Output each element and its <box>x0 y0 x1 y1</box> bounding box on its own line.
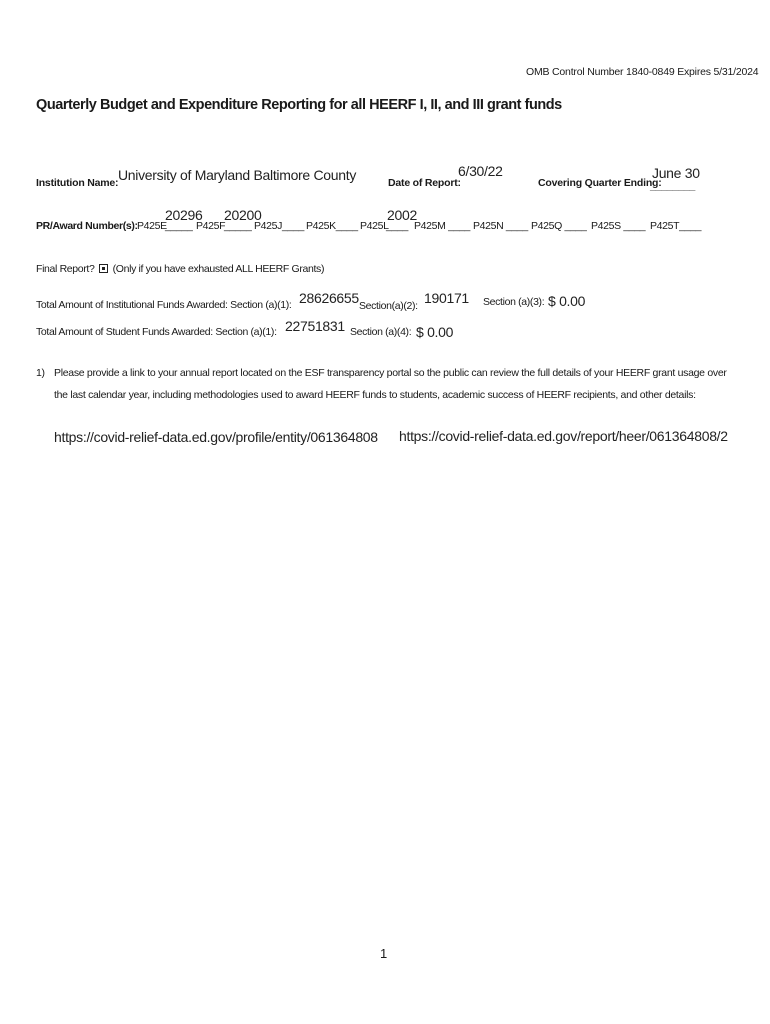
institution-name-label: Institution Name: <box>36 177 119 189</box>
date-of-report-field[interactable]: 6/30/22 <box>458 163 503 179</box>
p425f-underline: _____ <box>224 220 252 232</box>
p425l-prefix: P425L <box>360 220 389 232</box>
p425t-field[interactable]: P425T____ <box>650 220 702 232</box>
annual-report-link-1[interactable]: https://covid-relief-data.ed.gov/profile/entity/061364808 <box>54 429 378 445</box>
p425j-field[interactable]: P425J____ <box>254 220 304 232</box>
question-1-line-2: the last calendar year, including methodologies used to award HEERF funds to students, academic success of HEERF recipients, and other details: <box>54 389 696 401</box>
section-a3-label: Section (a)(3): <box>483 296 545 308</box>
final-report-note: (Only if you have exhausted ALL HEERF Grants) <box>112 263 325 275</box>
section-a4-field[interactable]: $ 0.00 <box>416 324 454 340</box>
p425e-underline: _____ <box>165 220 193 232</box>
section-a4-label: Section (a)(4): <box>350 326 412 338</box>
p425s-field[interactable]: P425S ____ <box>591 220 646 232</box>
annual-report-link-2[interactable]: https://covid-relief-data.ed.gov/report/heer/061364808/2 <box>399 428 728 444</box>
question-1-number: 1) <box>36 367 45 379</box>
date-of-report-label: Date of Report: <box>388 177 461 189</box>
final-report-label: Final Report? <box>36 263 95 275</box>
covering-quarter-field[interactable]: June 30 <box>652 165 700 181</box>
p425e-prefix: P425E <box>137 220 167 232</box>
institutional-funds-label: Total Amount of Institutional Funds Awarded: Section (a)(1): <box>36 299 292 311</box>
student-funds-field[interactable]: 22751831 <box>285 318 345 334</box>
omb-control-number: OMB Control Number 1840-0849 Expires 5/31/2024 <box>526 66 759 78</box>
p425l-field[interactable]: 2002 <box>387 207 417 223</box>
institution-name-field[interactable]: University of Maryland Baltimore County <box>118 167 357 183</box>
p425m-field[interactable]: P425M ____ <box>414 220 471 232</box>
section-a2-label: Section(a)(2): <box>359 300 418 312</box>
page-number: 1 <box>380 946 388 961</box>
p425l-underline: ____ <box>386 220 408 232</box>
p425q-field[interactable]: P425Q ____ <box>531 220 587 232</box>
p425f-prefix: P425F <box>196 220 226 232</box>
p425k-field[interactable]: P425K____ <box>306 220 358 232</box>
p425n-field[interactable]: P425N ____ <box>473 220 528 232</box>
p425e-field[interactable]: 20296 <box>165 207 203 223</box>
final-report-checkbox[interactable] <box>99 264 108 273</box>
page-title: Quarterly Budget and Expenditure Reporting for all HEERF I, II, and III grant funds <box>36 97 562 113</box>
institutional-funds-field[interactable]: 28626655 <box>299 290 359 306</box>
question-1-line-1: Please provide a link to your annual report located on the ESF transparency portal so the public can review the full details of your HEERF grant usage over <box>54 367 727 379</box>
section-a3-field[interactable]: $ 0.00 <box>548 293 586 309</box>
covering-quarter-underline: ________ <box>650 180 696 192</box>
student-funds-label: Total Amount of Student Funds Awarded: Section (a)(1): <box>36 326 277 338</box>
p425f-field[interactable]: 20200 <box>224 207 262 223</box>
section-a2-field[interactable]: 190171 <box>424 290 469 306</box>
final-report-row <box>36 263 324 275</box>
award-numbers-label: PR/Award Number(s): <box>36 220 138 232</box>
covering-quarter-label: Covering Quarter Ending: <box>538 177 662 189</box>
